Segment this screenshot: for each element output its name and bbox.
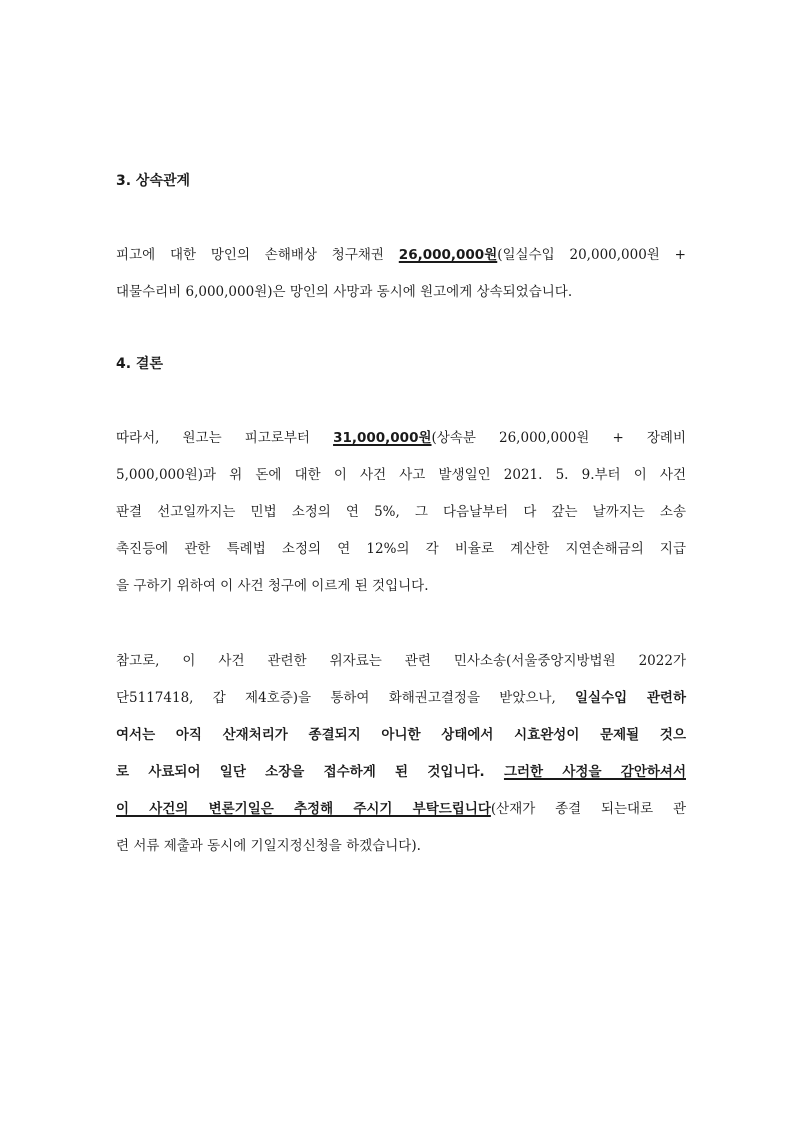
paragraph-line bbox=[116, 244, 686, 266]
text-run: (산재가 종결 되는대로 관 bbox=[490, 801, 686, 817]
text-run: 을 구하기 위하여 이 사건 청구에 이르게 된 것입니다. bbox=[116, 578, 429, 594]
emphasis-text: 일실수입 관련하 bbox=[575, 690, 686, 706]
paragraph-line bbox=[116, 501, 686, 523]
text-run: 5,000,000원)과 위 돈에 대한 이 사건 사고 발생일인 2021. 5. 9.부터 이 사건 bbox=[116, 467, 686, 483]
text-run: (일실수입 20,000,000원 + bbox=[497, 247, 686, 263]
section-heading-inheritance: 3. 상속관계 bbox=[116, 173, 191, 189]
text-run: 따라서, 원고는 피고로부터 bbox=[116, 430, 334, 446]
text-run: 촉진등에 관한 특례법 소정의 연 12%의 각 비율로 계산한 지연손해금의 지급 bbox=[116, 541, 686, 557]
paragraph-line bbox=[116, 575, 686, 597]
paragraph-line bbox=[116, 798, 686, 820]
paragraph-line bbox=[116, 761, 686, 783]
paragraph-line bbox=[116, 427, 686, 449]
text-run: 대물수리비 6,000,000원)은 망인의 사망과 동시에 원고에게 상속되었습니다. bbox=[116, 284, 573, 300]
emphasis-text: 로 사료되어 일단 소장을 접수하게 된 것입니다. bbox=[116, 764, 504, 780]
paragraph-line bbox=[116, 650, 686, 672]
paragraph-line bbox=[116, 687, 686, 709]
underlined-request: 이 사건의 변론기일은 추정해 주시기 부탁드립니다 bbox=[116, 801, 491, 817]
paragraph-line bbox=[116, 724, 686, 746]
claim-amount: 26,000,000원 bbox=[398, 247, 498, 263]
text-run: (상속분 26,000,000원 + 장례비 bbox=[431, 430, 686, 446]
emphasis-text: 여서는 아직 산재처리가 종결되지 아니한 상태에서 시효완성이 문제될 것으 bbox=[116, 727, 686, 743]
text-run: 단5117418, 갑 제4호증)을 통하여 화해권고결정을 받았으나, bbox=[116, 690, 576, 706]
paragraph-line bbox=[116, 281, 686, 303]
text-run: 련 서류 제출과 동시에 기일지정신청을 하겠습니다). bbox=[116, 838, 421, 854]
paragraph-line bbox=[116, 835, 686, 857]
section-heading-conclusion: 4. 결론 bbox=[116, 356, 163, 372]
text-run: 참고로, 이 사건 관련한 위자료는 관련 민사소송(서울중앙지방법원 2022가 bbox=[116, 653, 686, 669]
text-run: 판결 선고일까지는 민법 소정의 연 5%, 그 다음날부터 다 갚는 날까지는 소송 bbox=[116, 504, 686, 520]
paragraph-line bbox=[116, 464, 686, 486]
total-amount: 31,000,000원 bbox=[333, 430, 432, 446]
paragraph-line bbox=[116, 538, 686, 560]
underlined-request: 그러한 사정을 감안하셔서 bbox=[503, 764, 686, 780]
text-run: 피고에 대한 망인의 손해배상 청구채권 bbox=[116, 247, 399, 263]
